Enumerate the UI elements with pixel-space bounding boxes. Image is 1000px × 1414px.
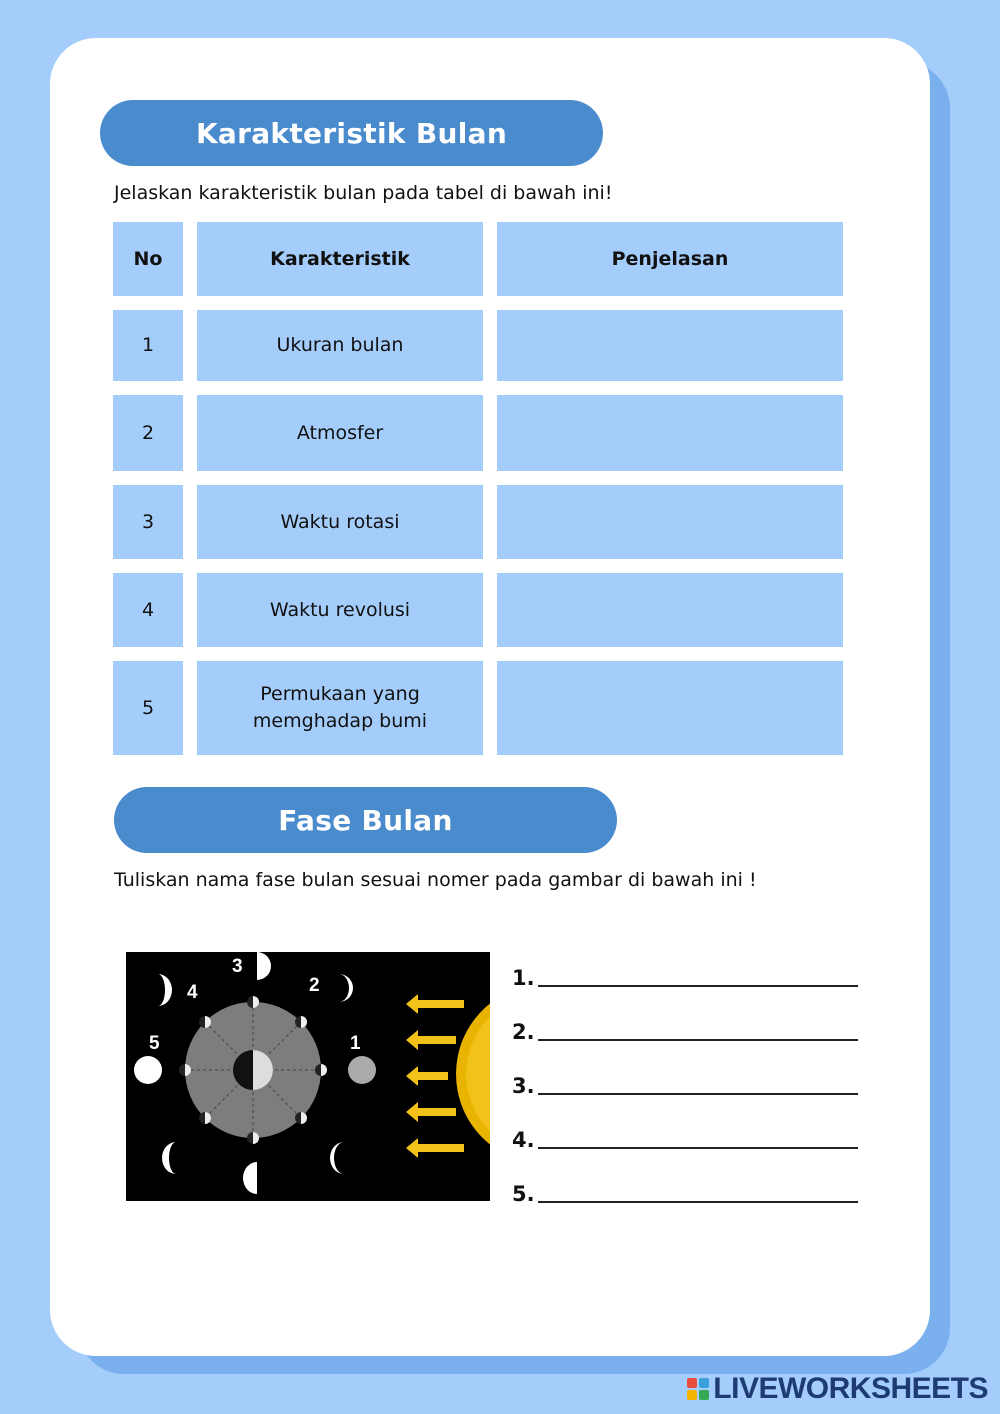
sunlight-arrows bbox=[406, 994, 464, 1158]
section-title-text: Fase Bulan bbox=[278, 803, 453, 837]
liveworksheets-logo bbox=[687, 1372, 988, 1406]
section-title-text: Karakteristik Bulan bbox=[195, 116, 508, 150]
instruction-phases: Tuliskan nama fase bulan sesuai nomer pada gambar di bawah ini ! bbox=[114, 869, 757, 891]
answer-line-input[interactable] bbox=[538, 1201, 858, 1203]
last-quarter-icon bbox=[243, 1162, 257, 1194]
moon-phase-svg bbox=[126, 952, 490, 1201]
row-characteristic: Waktu rotasi bbox=[197, 485, 483, 559]
answer-row-4[interactable] bbox=[512, 1120, 858, 1152]
header-penjelasan: Penjelasan bbox=[497, 222, 843, 296]
row-explanation-input[interactable] bbox=[497, 395, 843, 471]
first-quarter-icon bbox=[257, 952, 271, 980]
figure-label-2: 2 bbox=[309, 975, 320, 996]
row-explanation-input[interactable] bbox=[497, 485, 843, 559]
row-no: 3 bbox=[113, 485, 183, 559]
answer-row-5[interactable] bbox=[512, 1174, 858, 1206]
full-moon-icon bbox=[134, 1056, 162, 1084]
row-no: 4 bbox=[113, 573, 183, 647]
waxing-gibbous-icon bbox=[158, 974, 172, 1006]
row-explanation-input[interactable] bbox=[497, 310, 843, 381]
answer-line-input[interactable] bbox=[538, 1147, 858, 1149]
answer-number: 2. bbox=[512, 1020, 535, 1044]
waning-gibbous-icon bbox=[162, 1142, 176, 1174]
waxing-crescent-icon bbox=[339, 974, 353, 1002]
brand-text: LIVEWORKSHEETS bbox=[713, 1372, 988, 1405]
row-characteristic: Permukaan yang memghadap bumi bbox=[197, 661, 483, 755]
header-karakteristik: Karakteristik bbox=[197, 222, 483, 296]
answer-row-3[interactable] bbox=[512, 1066, 858, 1098]
answer-line-input[interactable] bbox=[538, 1093, 858, 1095]
answer-number: 1. bbox=[512, 966, 535, 990]
instruction-table: Jelaskan karakteristik bulan pada tabel di bawah ini! bbox=[114, 182, 613, 204]
answer-row-1[interactable] bbox=[512, 958, 858, 990]
header-no: No bbox=[113, 222, 183, 296]
moon-phase-diagram bbox=[126, 952, 490, 1201]
figure-label-4: 4 bbox=[187, 982, 198, 1003]
row-explanation-input[interactable] bbox=[497, 661, 843, 755]
row-no: 1 bbox=[113, 310, 183, 381]
section-title-karakteristik bbox=[100, 100, 603, 166]
row-no: 5 bbox=[113, 661, 183, 755]
answer-number: 5. bbox=[512, 1182, 535, 1206]
answer-number: 3. bbox=[512, 1074, 535, 1098]
new-moon-icon bbox=[348, 1056, 376, 1084]
answer-row-2[interactable] bbox=[512, 1012, 858, 1044]
row-characteristic: Atmosfer bbox=[197, 395, 483, 471]
figure-label-3: 3 bbox=[232, 956, 243, 977]
answer-line-input[interactable] bbox=[538, 985, 858, 987]
row-no: 2 bbox=[113, 395, 183, 471]
liveworksheets-logo-icon bbox=[687, 1378, 709, 1400]
answer-line-input[interactable] bbox=[538, 1039, 858, 1041]
row-characteristic: Waktu revolusi bbox=[197, 573, 483, 647]
row-characteristic: Ukuran bulan bbox=[197, 310, 483, 381]
row-explanation-input[interactable] bbox=[497, 573, 843, 647]
section-title-fase bbox=[114, 787, 617, 853]
answer-number: 4. bbox=[512, 1128, 535, 1152]
figure-label-1: 1 bbox=[350, 1033, 361, 1054]
figure-label-5: 5 bbox=[149, 1033, 160, 1054]
waning-crescent-icon bbox=[330, 1142, 344, 1174]
